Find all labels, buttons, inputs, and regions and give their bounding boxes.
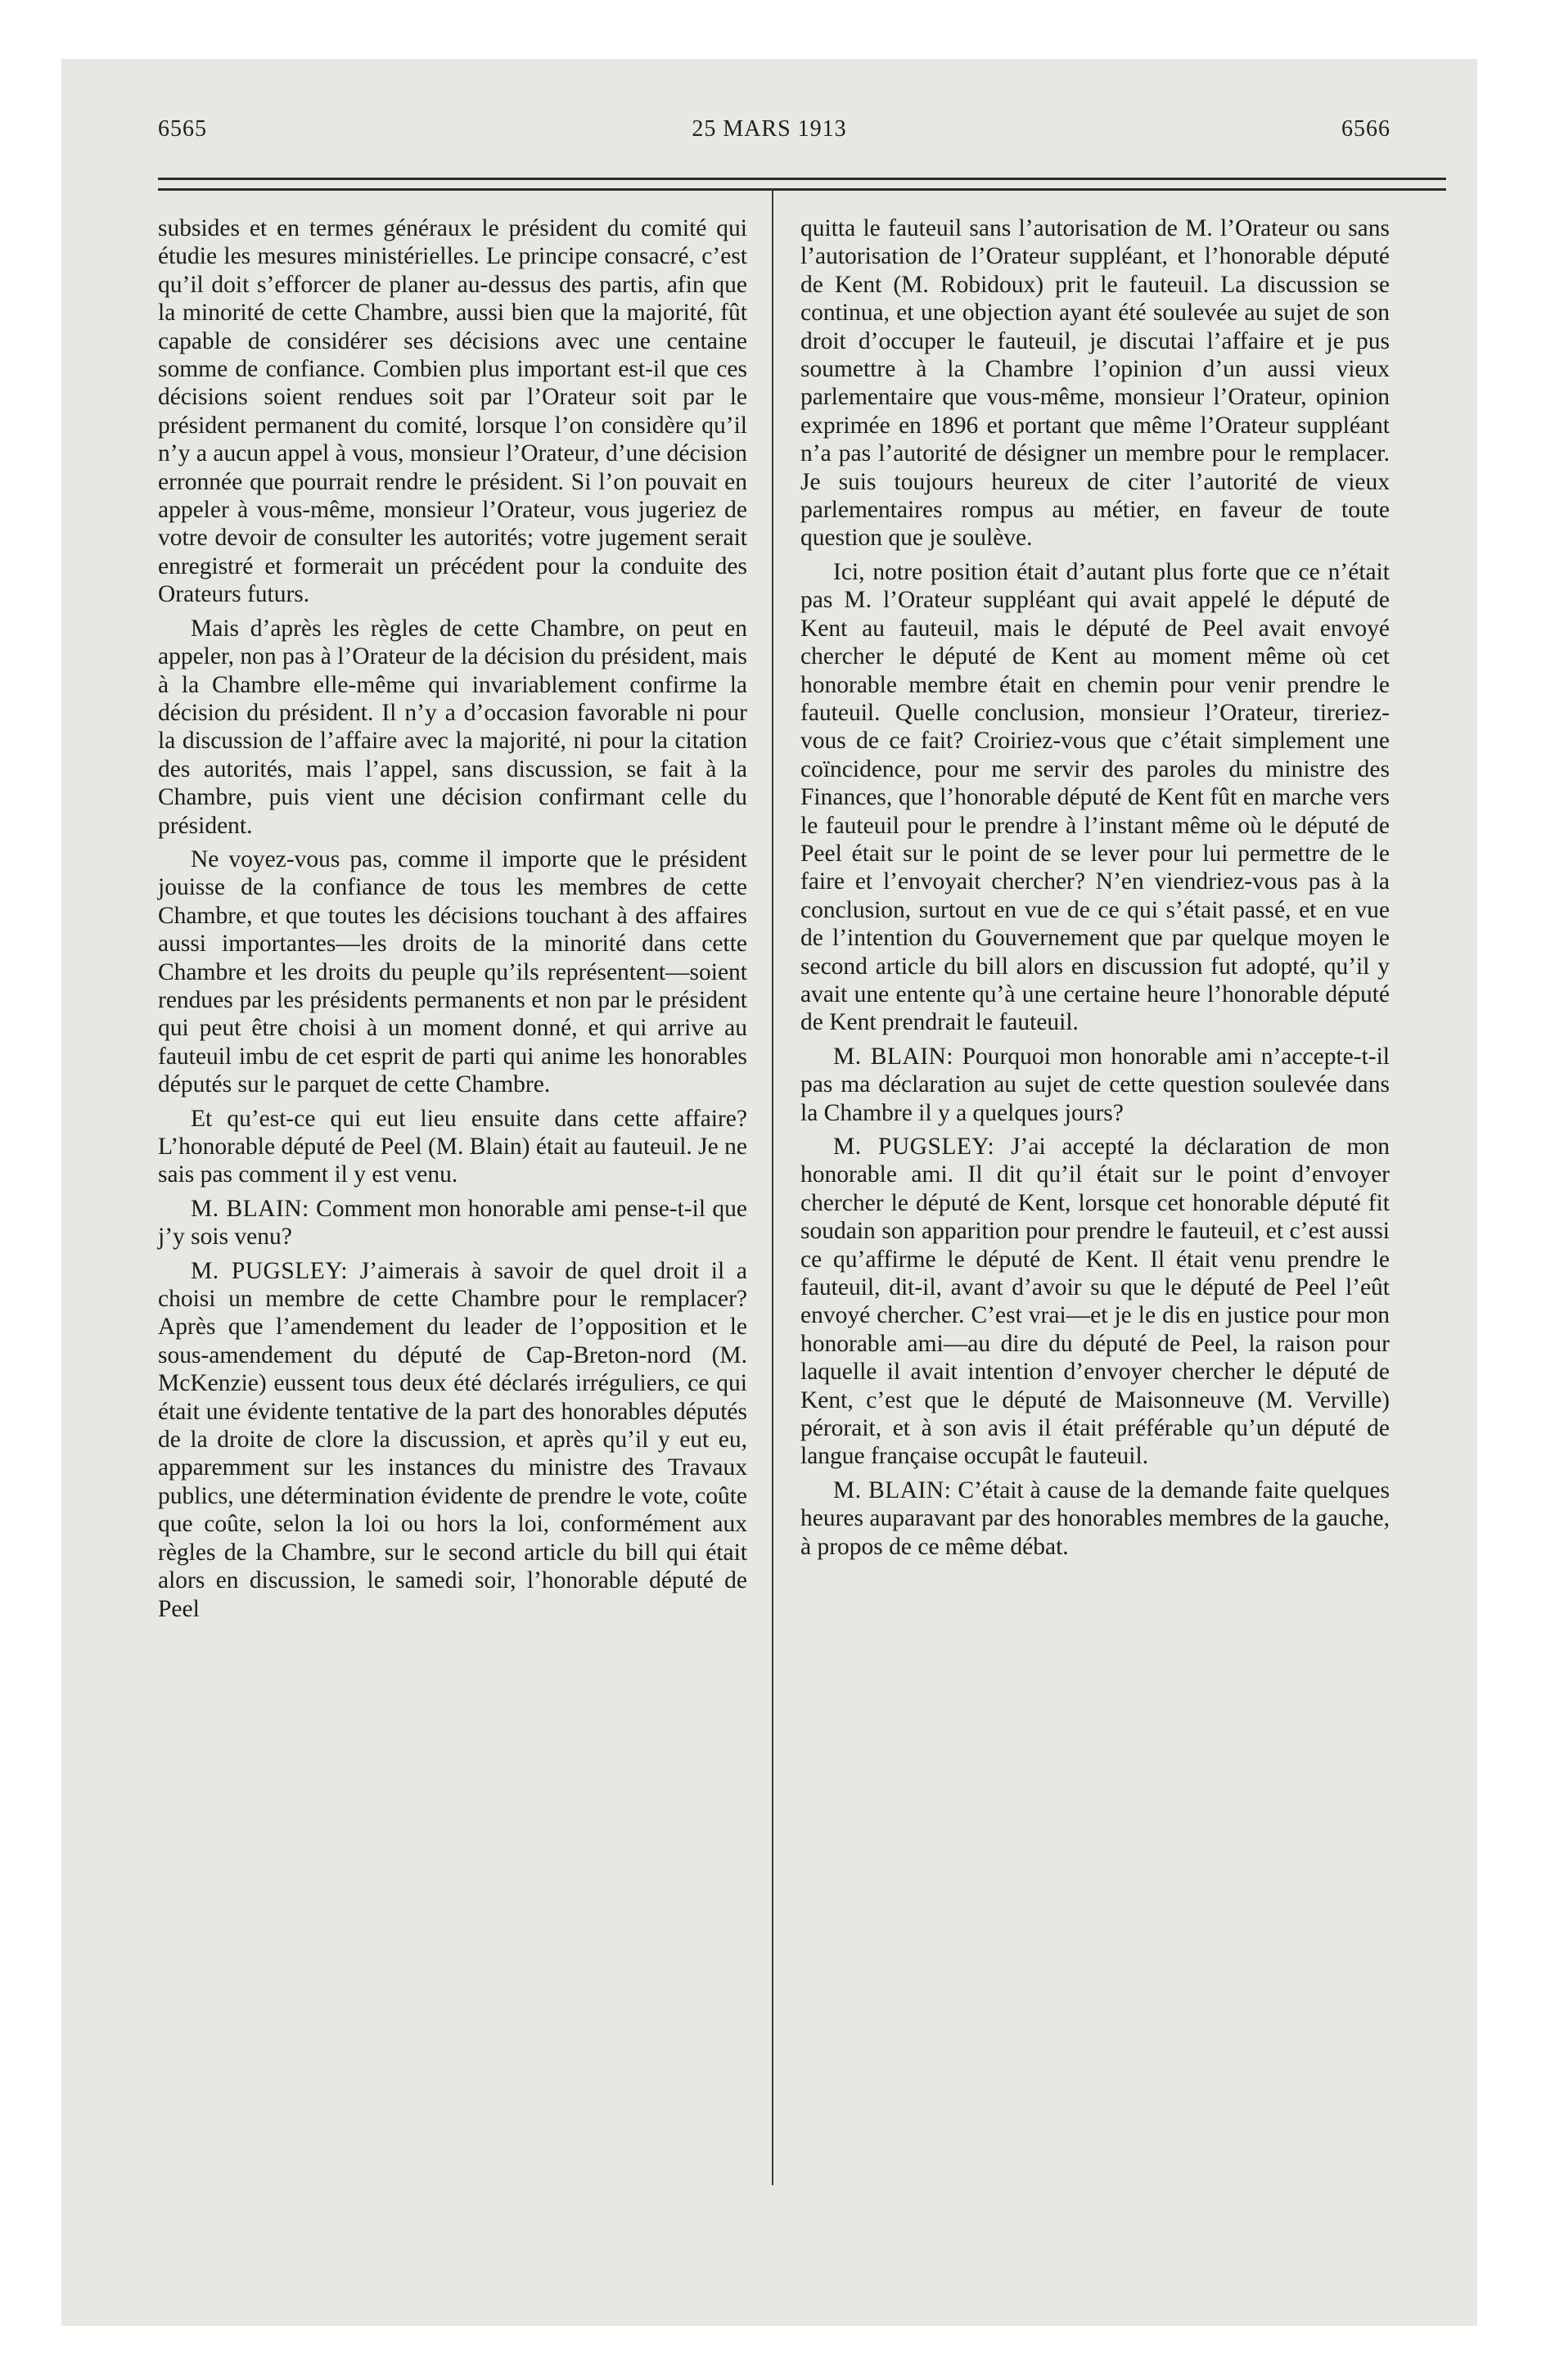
speech-text: J’ai accepté la déclaration de mon honorable ami. Il dit qu’il était sur le point d’envoyer chercher le député de Kent, lorsque cet honorable député fit soudain son apparition pour prendre le fauteuil, et c’est aussi ce qu’affirme le député de Kent. Il était venu prendre le fauteuil, dit-il, avant d’avoir su que le député de Peel l’eût envoyé chercher. C’est vrai—et je le dis en justice pour mon honorable ami—au dire du député de Peel, la raison pour laquelle il avait intention d’envoyer chercher le député de Kent, c’est que le député de Maisonneuve (M. Verville) pérorait, et à son avis il était préférable qu’un député de langue française occupât le fauteuil. xyxy=(800,1134,1390,1470)
page-number-right: 6566 xyxy=(1341,116,1390,142)
speech-paragraph xyxy=(800,1476,1390,1561)
page-date: 25 MARS 1913 xyxy=(692,116,847,142)
speaker-name: M. PUGSLEY: xyxy=(191,1257,349,1284)
right-column xyxy=(800,214,1390,1566)
speech-text: Pourquoi mon honorable ami n’accepte-t-il pas ma déclaration au sujet de cette question soulevée dans la Chambre il y a quelques jours? xyxy=(800,1043,1390,1126)
speech-text: Comment mon honorable ami pense-t-il que j’y sois venu? xyxy=(158,1195,747,1251)
page-header xyxy=(61,116,1477,157)
paragraph: quitta le fauteuil sans l’autorisation de M. l’Orateur ou sans l’autorisation de l’Orateur suppléant, et l’honorable député de Kent (M. Robidoux) prit le fauteuil. La discussion se continua, et une objection ayant été soulevée au sujet de son droit d’occuper le fauteuil, je discutai l’affaire et je pus soumettre à la Chambre l’opinion d’un aussi vieux parlementaire que vous-même, monsieur l’Orateur, opinion exprimée en 1896 et portant que même l’Orateur suppléant n’a pas l’autorité de désigner un membre pour le remplacer. Je suis toujours heureux de citer l’autorité de vieux parlementaires rompus au métier, en faveur de toute question que je soulève. xyxy=(800,215,1390,552)
speech-text: J’aimerais à savoir de quel droit il a choisi un membre de cette Chambre pour le remplacer? Après que l’amendement du leader de l’opposition et le sous-amendement du député de Cap-Breton-nord (M. McKenzie) eussent tous deux été déclarés irréguliers, ce qui était une évidente tentative de la part des honorables députés de la droite de clore la discussion, et après qu’il y eut eu, apparemment sur les instances du ministre des Travaux publics, une détermination évidente de prendre le vote, coûte que coûte, selon la loi ou hors la loi, conformément aux règles de la Chambre, sur le second article du bill qui était alors en discussion, le samedi soir, l’honorable député de Peel xyxy=(158,1257,748,1622)
paragraph: Ne voyez-vous pas, comme il importe que le président jouisse de la confiance de tous les membres de cette Chambre, et que toutes les décisions touchant à des affaires aussi importantes—les droits de la minorité dans cette Chambre et les droits du peuple qu’ils représentent—soient rendues par les présidents permanents et non par le président qui peut être choisi à un moment donné, et qui arrive au fauteuil imbu de cet esprit de parti qui anime les honorables députés sur le parquet de cette Chambre. xyxy=(158,845,747,1098)
scanned-page xyxy=(61,59,1477,2326)
speech-paragraph xyxy=(158,1195,747,1251)
speaker-name: M. BLAIN: xyxy=(833,1476,952,1503)
left-column xyxy=(158,214,747,1629)
paragraph: subsides et en termes généraux le président du comité qui étudie les mesures ministérielles. Le principe consacré, c’est qu’il doit s’efforcer de planer au-dessus des partis, afin que la minorité de cette Chambre, aussi bien que la majorité, fût capable de considérer ses décisions avec une centaine somme de confiance. Combien plus important est-il que ces décisions soient rendues soit par l’Orateur soit par le président permanent du comité, lorsque l’on considère qu’il n’y a aucun appel à vous, monsieur l’Orateur, d’une décision erronnée que pourrait rendre le président. Si l’on pouvait en appeler à vous-même, monsieur l’Orateur, vous jugeriez de votre devoir de consulter les autorités; votre jugement serait enregistré et formerait un précédent pour la conduite des Orateurs futurs. xyxy=(158,215,747,608)
page-number-left: 6565 xyxy=(158,116,207,142)
speech-text: C’était à cause de la demande faite quelques heures auparavant par des honorables membres de la gauche, à propos de ce même débat. xyxy=(800,1476,1390,1560)
header-rule-top xyxy=(158,178,1446,180)
speaker-name: M. BLAIN: xyxy=(833,1043,954,1070)
header-rule-bottom xyxy=(158,188,1446,191)
speaker-name: M. BLAIN: xyxy=(191,1195,309,1222)
paragraph: Ici, notre position était d’autant plus forte que ce n’était pas M. l’Orateur suppléant qui avait appelé le député de Kent au fauteuil, mais le député de Peel avait envoyé chercher le député de Kent au moment même où cet honorable membre était en chemin pour venir prendre le fauteuil. Quelle conclusion, monsieur l’Orateur, tireriez-vous de ce fait? Croiriez-vous que c’était simplement une coïncidence, pour me servir des paroles du ministre des Finances, que l’honorable député de Kent fût en marche vers le fauteuil pour le prendre à l’instant même où le député de Peel était sur le point de se lever pour lui permettre de le faire et l’envoyait chercher? N’en viendriez-vous pas à la conclusion, surtout en vue de ce qui s’était passé, et en vue de l’intention du Gouvernement que par quelque moyen le second article du bill alors en discussion fut adopté, qu’il y avait une entente qu’à une certaine heure l’honorable député de Kent prendrait le fauteuil. xyxy=(800,558,1390,1036)
speech-paragraph xyxy=(800,1043,1390,1127)
paragraph: Mais d’après les règles de cette Chambre, on peut en appeler, non pas à l’Orateur de la décision du président, mais à la Chambre elle-même qui invariablement confirme la décision du président. Il n’y a d’occasion favorable ni pour la discussion de l’affaire avec la majorité, ni pour la citation des autorités, mais l’appel, sans discussion, se fait à la Chambre, puis vient une décision confirmant celle du président. xyxy=(158,615,747,839)
speaker-name: M. PUGSLEY: xyxy=(833,1134,995,1160)
speech-paragraph xyxy=(158,1257,747,1623)
paragraph: Et qu’est-ce qui eut lieu ensuite dans cette affaire? L’honorable député de Peel (M. Blain) était au fauteuil. Je ne sais pas comment il y est venu. xyxy=(158,1105,747,1188)
speech-paragraph xyxy=(800,1133,1390,1471)
column-divider xyxy=(772,188,773,2185)
